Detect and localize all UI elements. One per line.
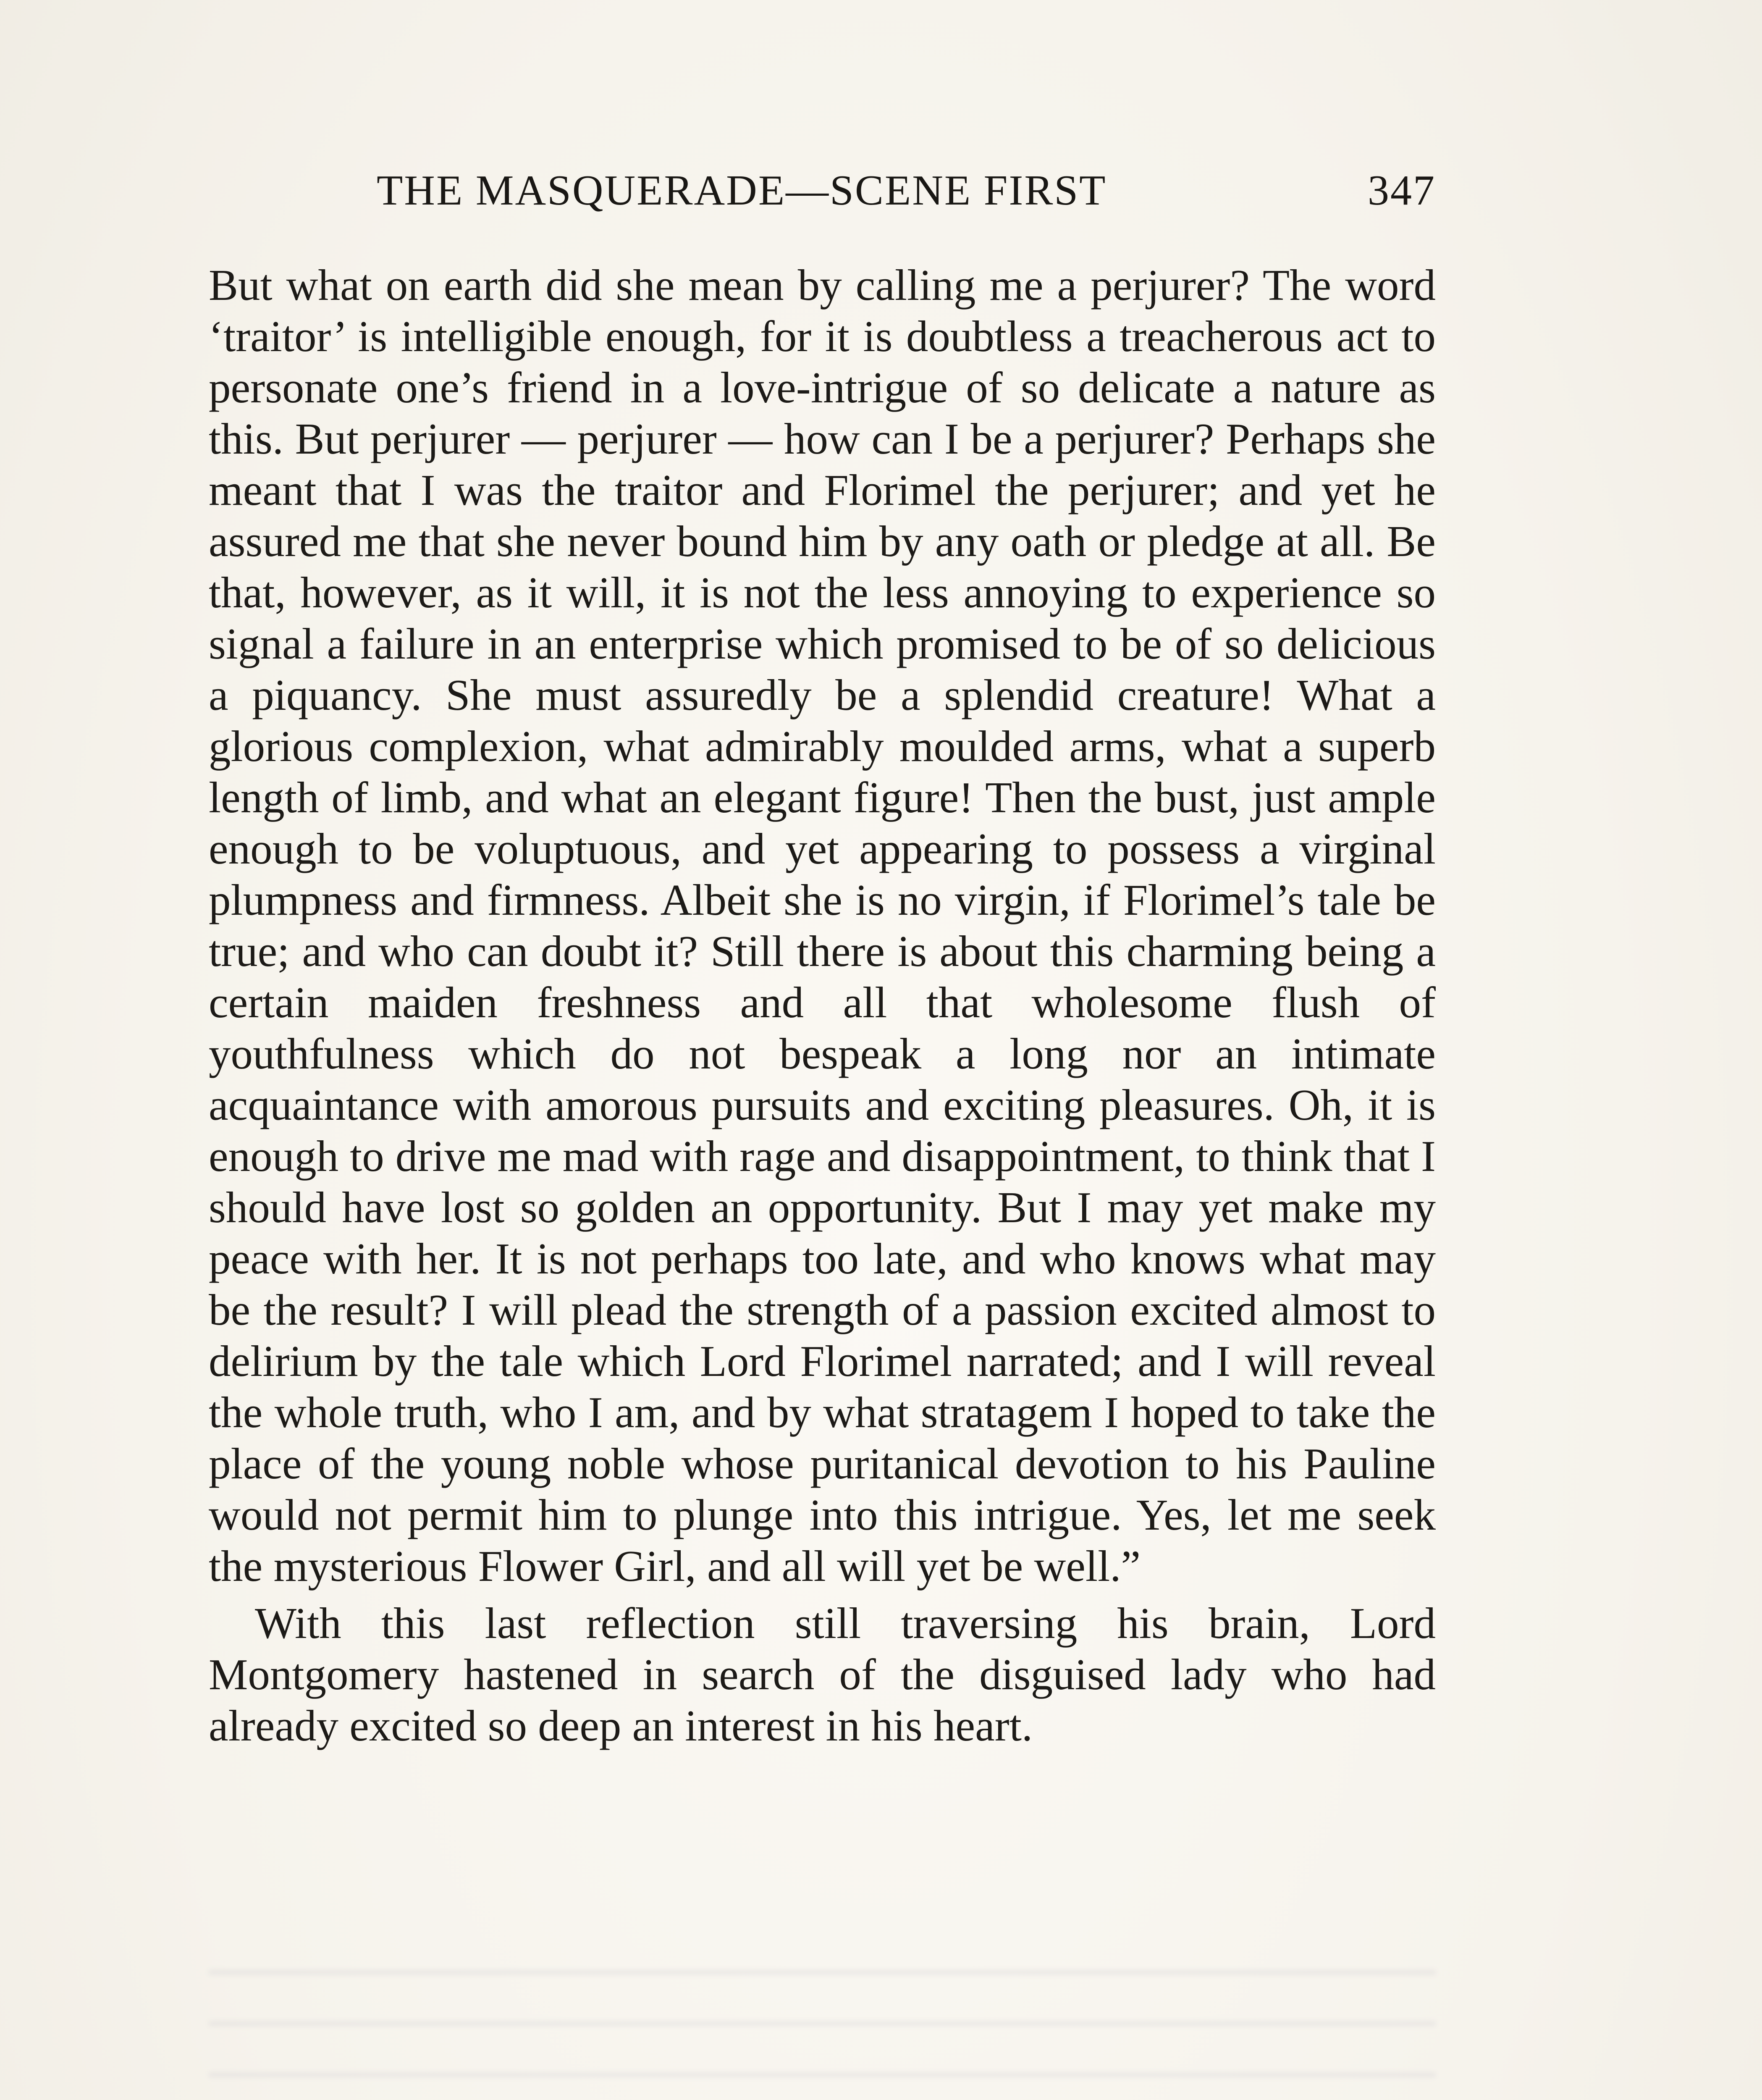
page-number: 347	[1368, 167, 1436, 214]
paragraph-1: But what on earth did she mean by calling me a perjurer? The word ‘traitor’ is intelligible enough, for it is doubtless a treacherous act to personate one’s friend in a love-intrigue of so delicate a nature as this. But perjurer — perjurer — how can I be a perjurer? Perhaps she meant that I was the traitor and Florimel the perjurer; and yet he assured me that she never bound him by any oath or pledge at all. Be that, however, as it will, it is not the less annoying to experience so signal a failure in an enterprise which promised to be of so delicious a piquancy. She must assuredly be a splendid creature! What a glorious complexion, what admirably moulded arms, what a superb length of limb, and what an elegant figure! Then the bust, just ample enough to be voluptuous, and yet appearing to possess a virginal plumpness and firmness. Albeit she is no virgin, if Florimel’s tale be true; and who can doubt it? Still there is about this charming being a certain maiden freshness and all that wholesome flush of youthfulness which do not bespeak a long nor an intimate acquaintance with amorous pursuits and exciting pleasures. Oh, it is enough to drive me mad with rage and disappointment, to think that I should have lost so golden an opportunity. But I may yet make my peace with her. It is not perhaps too late, and who knows what may be the result? I will plead the strength of a passion excited almost to delirium by the tale which Lord Florimel narrated; and I will reveal the whole truth, who I am, and by what stratagem I hoped to take the place of the young noble whose puritanical devotion to his Pauline would not permit him to plunge into this intrigue. Yes, let me seek the mysterious Flower Girl, and all will yet be well.”	[209, 260, 1436, 1591]
body-text	[209, 260, 1436, 1751]
running-head	[209, 166, 1436, 233]
running-title: THE MASQUERADE—SCENE FIRST	[377, 167, 1107, 214]
paragraph-2: With this last reflection still traversing his brain, Lord Montgomery hastened in search of the disguised lady who had already excited so deep an interest in his heart.	[209, 1599, 1436, 1750]
show-through-bleed	[209, 1940, 1436, 2100]
